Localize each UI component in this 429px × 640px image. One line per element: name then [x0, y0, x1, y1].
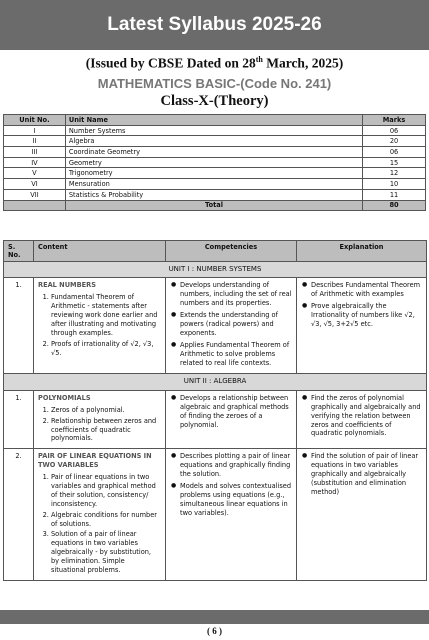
- unit-marks: 06: [363, 147, 426, 158]
- unit-row: [4, 147, 426, 158]
- unit-no: V: [4, 168, 66, 179]
- row-competencies: [166, 449, 297, 581]
- row-content: [34, 449, 166, 581]
- competency-item: ● Extends the understanding of powers (radical powers) and exponents.: [180, 311, 292, 338]
- explanation-list: [301, 452, 422, 496]
- row-competencies: [166, 278, 297, 374]
- topic-items: [38, 406, 161, 444]
- unit-name: Number Systems: [65, 125, 362, 136]
- header-explanation: Explanation: [297, 241, 427, 262]
- unit-table-header: [4, 115, 426, 126]
- page-number: ( 6 ): [207, 626, 222, 636]
- topic-item: 1. Zeros of a polynomial.: [51, 406, 161, 415]
- unit-row: [4, 136, 426, 147]
- content-table-header: [4, 241, 427, 262]
- unit-name: Statistics & Probability: [65, 189, 362, 200]
- row-sno: 1.: [4, 390, 34, 448]
- issued-prefix: (Issued by CBSE Dated on 28: [85, 55, 256, 71]
- competency-item: ● Describes plotting a pair of linear equations and graphically finding the solution.: [180, 452, 292, 479]
- issued-sup: th: [255, 55, 263, 64]
- row-explanation: [297, 390, 427, 448]
- row-content: [34, 278, 166, 374]
- row-explanation: [297, 449, 427, 581]
- topic-title: REAL NUMBERS: [38, 281, 96, 290]
- explanation-list: [301, 281, 422, 328]
- unit-total-row: [4, 200, 426, 211]
- row-sno: 2.: [4, 449, 34, 581]
- content-row: [4, 390, 427, 448]
- explanation-item: ● Prove algebraically the Irrationality of numbers like √2, √3, √5, 3+2√5 etc.: [311, 302, 422, 329]
- syllabus-banner: Latest Syllabus 2025-26: [0, 0, 429, 50]
- unit-marks: 20: [363, 136, 426, 147]
- total-marks: 80: [363, 200, 426, 211]
- unit-no: I: [4, 125, 66, 136]
- unit-no: III: [4, 147, 66, 158]
- topic-item: 2. Relationship between zeros and coefficients of quadratic polynomials.: [51, 417, 161, 444]
- competency-list: [170, 281, 292, 367]
- header-marks: Marks: [363, 115, 426, 126]
- unit-no: IV: [4, 157, 66, 168]
- footer-bar: [0, 610, 429, 624]
- row-competencies: [166, 390, 297, 448]
- header-competencies: Competencies: [166, 241, 297, 262]
- explanation-item: ● Describes Fundamental Theorem of Arithmetic with examples: [311, 281, 422, 299]
- competency-item: ● Develops a relationship between algebraic and graphical methods of finding the zeroes of a polynomial.: [180, 394, 292, 430]
- unit-name: Geometry: [65, 157, 362, 168]
- header-unit-name: Unit Name: [65, 115, 362, 126]
- section-row: [4, 262, 427, 278]
- explanation-item: ● Find the solution of pair of linear equations in two variables graphically and algebraically (substitution and elimination method): [311, 452, 422, 496]
- competency-list: [170, 394, 292, 430]
- row-content: [34, 390, 166, 448]
- competency-item: ● Applies Fundamental Theorem of Arithmetic to solve problems related to real life contexts.: [180, 341, 292, 368]
- content-row: [4, 278, 427, 374]
- section-title: UNIT I : NUMBER SYSTEMS: [4, 262, 427, 278]
- topic-item: 2. Algebraic conditions for number of solutions.: [51, 511, 161, 529]
- unit-no: VI: [4, 179, 66, 190]
- topic-title: PAIR OF LINEAR EQUATIONS IN TWO VARIABLES: [38, 452, 152, 470]
- unit-no: VII: [4, 189, 66, 200]
- header-content: Content: [34, 241, 166, 262]
- total-spacer: [4, 200, 66, 211]
- unit-marks: 12: [363, 168, 426, 179]
- section-row: [4, 374, 427, 390]
- unit-name: Algebra: [65, 136, 362, 147]
- content-row: [4, 449, 427, 581]
- topic-items: [38, 473, 161, 575]
- topic-title: POLYNOMIALS: [38, 393, 91, 402]
- unit-row: [4, 157, 426, 168]
- header-sno: S. No.: [4, 241, 34, 262]
- unit-row: [4, 179, 426, 190]
- total-label: Total: [65, 200, 362, 211]
- unit-row: [4, 168, 426, 179]
- unit-marks: 11: [363, 189, 426, 200]
- header-unit-no: Unit No.: [4, 115, 66, 126]
- unit-row: [4, 189, 426, 200]
- topic-item: 3. Solution of a pair of linear equations in two variables algebraically - by substitution, by elimination. Simple situational problems.: [51, 530, 161, 574]
- topic-item: 1. Pair of linear equations in two variables and graphical method of their solution, consistency/ inconsistency.: [51, 473, 161, 509]
- row-sno: 1.: [4, 278, 34, 374]
- unit-row: [4, 125, 426, 136]
- topic-items: [38, 293, 161, 357]
- content-table: [3, 240, 427, 581]
- competency-item: ● Models and solves contextualised problems using equations (e.g., simultaneous linear equations in two variables).: [180, 482, 292, 518]
- topic-item: 1. Fundamental Theorem of Arithmetic - statements after reviewing work done earlier and after illustrating and motivating through examples.: [51, 293, 161, 337]
- topic-item: 2. Proofs of irrationality of √2, √3, √5.: [51, 340, 161, 358]
- competency-list: [170, 452, 292, 517]
- competency-item: ● Develops understanding of numbers, including the set of real numbers and its properties.: [180, 281, 292, 308]
- subject-title: MATHEMATICS BASIC-(Code No. 241): [97, 76, 332, 91]
- unit-marks: 10: [363, 179, 426, 190]
- unit-name: Coordinate Geometry: [65, 147, 362, 158]
- unit-marks-table: [3, 114, 426, 211]
- section-title: UNIT II : ALGEBRA: [4, 374, 427, 390]
- explanation-item: ● Find the zeros of polynomial graphically and algebraically and verifying the relation between zeros and coefficients of quadratic polynomials.: [311, 394, 422, 438]
- unit-no: II: [4, 136, 66, 147]
- unit-name: Trigonometry: [65, 168, 362, 179]
- explanation-list: [301, 394, 422, 438]
- unit-marks: 15: [363, 157, 426, 168]
- unit-marks: 06: [363, 125, 426, 136]
- class-title: Class-X-(Theory): [160, 93, 269, 109]
- issued-line: [0, 55, 429, 72]
- unit-name: Mensuration: [65, 179, 362, 190]
- row-explanation: [297, 278, 427, 374]
- issued-suffix: March, 2025): [262, 55, 344, 71]
